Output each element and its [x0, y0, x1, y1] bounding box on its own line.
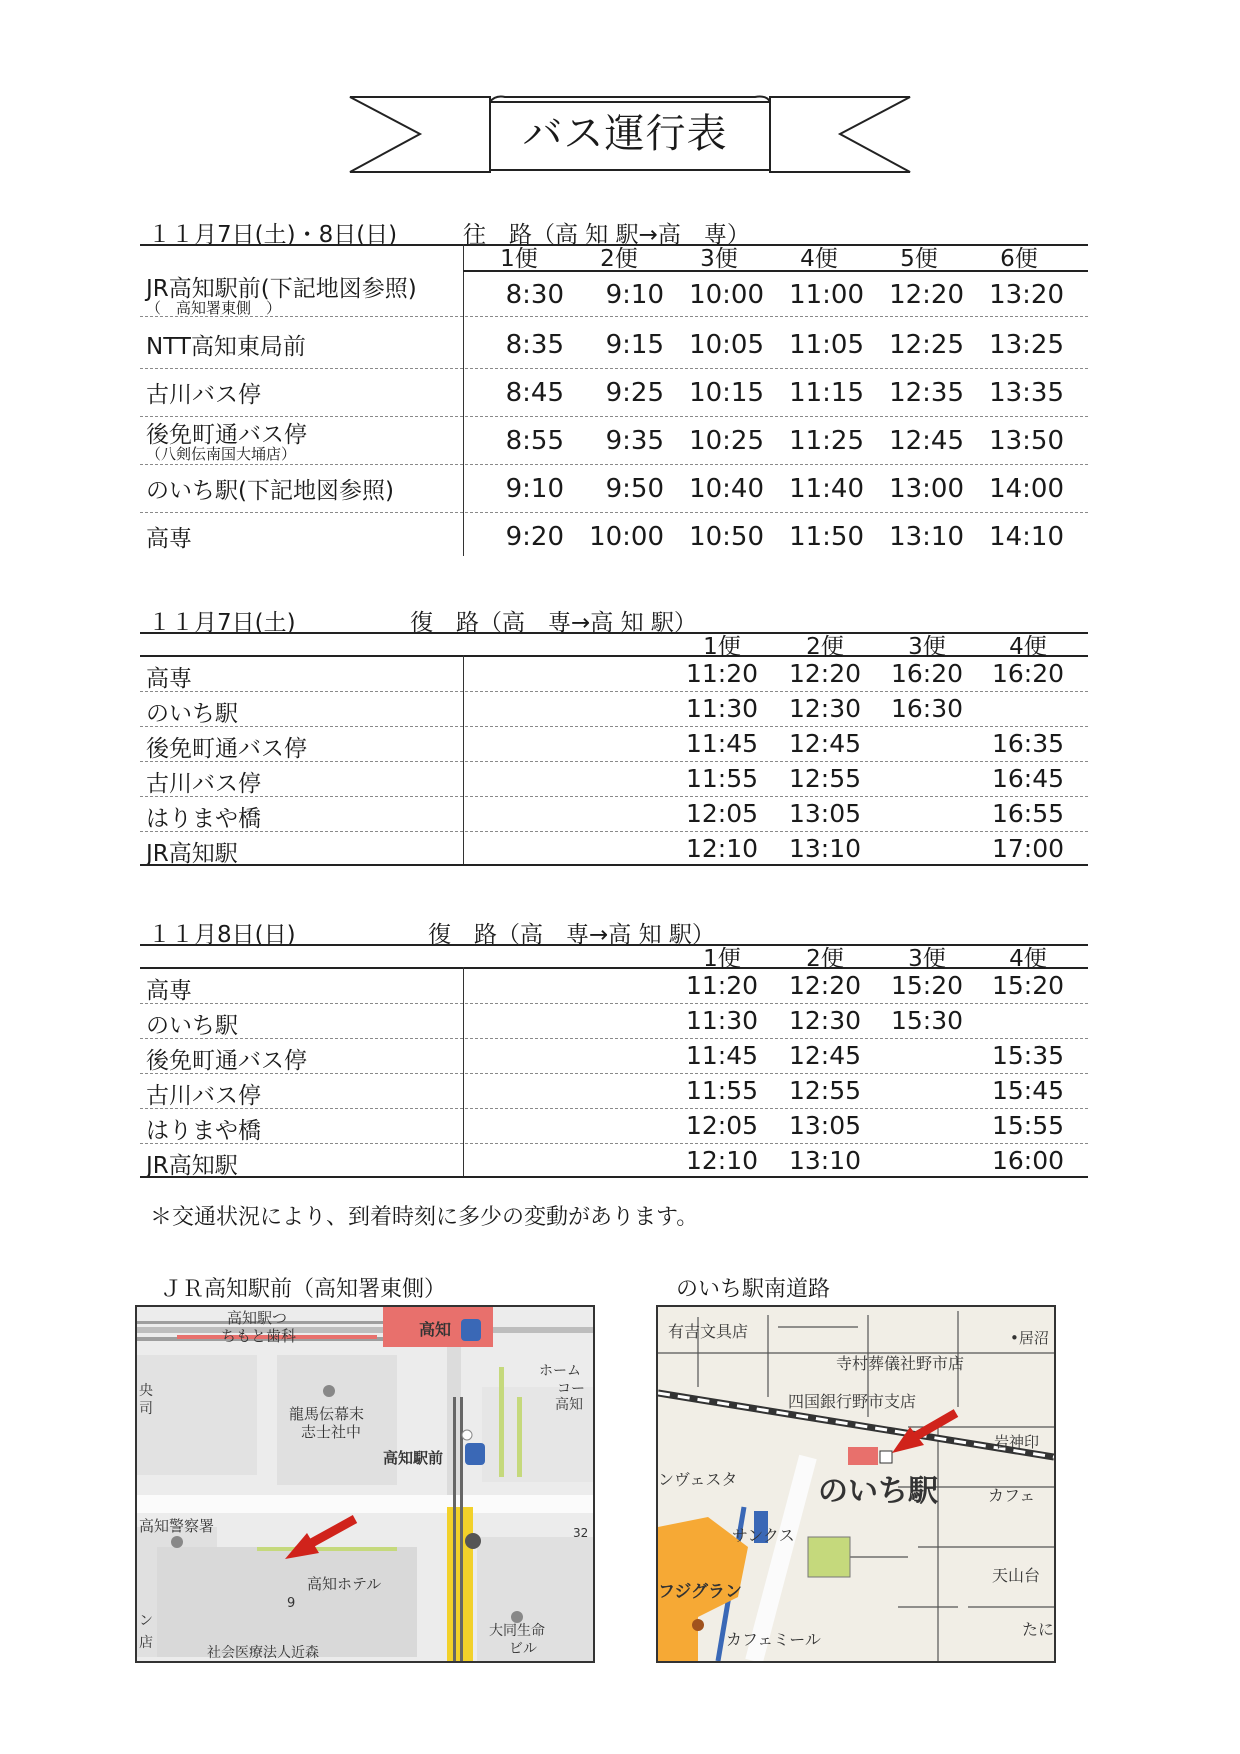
return-sun-timetable [140, 944, 1088, 1179]
table-row [140, 832, 1088, 866]
map-koch-station [135, 1305, 595, 1663]
departure-time: 16:00 [991, 1146, 1065, 1175]
stop-name: のいち駅 [146, 1013, 238, 1039]
outbound-route: 往 路（高 知 駅→高 専） [463, 222, 750, 248]
departure-time: 10:40 [689, 474, 764, 504]
map-label: フジグラン [658, 1582, 742, 1602]
stop-name: JR高知駅前(下記地図参照) [146, 276, 417, 302]
departure-time: 12:45 [889, 426, 964, 456]
trip-header: 2便 [806, 946, 844, 972]
departure-time: 16:30 [890, 694, 964, 723]
departure-time: 11:55 [685, 1076, 759, 1105]
departure-time: 12:05 [685, 1111, 759, 1140]
departure-time: 11:20 [685, 971, 759, 1000]
departure-time: 11:00 [789, 280, 864, 310]
map-label: 高知ホテル [307, 1575, 382, 1593]
return-sat-timetable [140, 632, 1088, 867]
table-row [140, 1074, 1088, 1109]
departure-time: 9:35 [605, 426, 664, 456]
trip-header: 4便 [800, 246, 838, 272]
stop-subname: （八剣伝南国大埇店） [146, 445, 297, 463]
departure-time: 8:30 [505, 280, 564, 310]
map-label: 高知警察署 [139, 1517, 215, 1535]
departure-time: 11:25 [789, 426, 864, 456]
departure-time: 12:45 [788, 1041, 862, 1070]
map-label: ビル [509, 1641, 537, 1657]
departure-time: 10:15 [689, 378, 764, 408]
departure-time: 8:35 [505, 330, 564, 360]
departure-time: 10:25 [689, 426, 764, 456]
departure-time: 15:20 [890, 971, 964, 1000]
departure-time: 8:45 [505, 378, 564, 408]
stop-name: 後免町通バス停 [146, 1048, 307, 1074]
map-label: ン [139, 1613, 153, 1629]
departure-time: 10:50 [689, 522, 764, 552]
map-noichi-station [656, 1305, 1056, 1663]
departure-time: 11:30 [685, 694, 759, 723]
departure-time: 11:30 [685, 1006, 759, 1035]
departure-time: 12:55 [788, 1076, 862, 1105]
departure-time: 13:10 [788, 1146, 862, 1175]
stop-name: 後免町通バス停 [146, 422, 307, 448]
map-label: ちもと歯科 [221, 1327, 297, 1345]
departure-time: 17:00 [991, 834, 1065, 863]
map-right-caption: のいち駅南道路 [676, 1277, 831, 1302]
departure-time: 11:20 [685, 659, 759, 688]
trip-header: 4便 [1009, 946, 1047, 972]
map-label: 有吉文具店 [668, 1322, 749, 1341]
departure-time: 14:10 [989, 522, 1064, 552]
stop-name: 古川バス停 [146, 382, 261, 408]
table-row [140, 727, 1088, 762]
departure-time: 13:05 [788, 799, 862, 828]
map-label: 寺村葬儀社野市店 [836, 1354, 965, 1373]
departure-time: 9:15 [605, 330, 664, 360]
departure-time: 10:05 [689, 330, 764, 360]
table-row [140, 762, 1088, 797]
departure-time: 12:30 [788, 1006, 862, 1035]
departure-time: 15:20 [991, 971, 1065, 1000]
map-label: 龍馬伝幕末 [289, 1405, 365, 1423]
departure-time: 8:55 [505, 426, 564, 456]
departure-time: 13:10 [788, 834, 862, 863]
departure-time: 16:20 [890, 659, 964, 688]
departure-time: 12:20 [788, 659, 862, 688]
departure-time: 15:35 [991, 1041, 1065, 1070]
map-label: ンヴェスタ [658, 1470, 738, 1489]
departure-time: 9:10 [605, 280, 664, 310]
departure-time: 12:20 [788, 971, 862, 1000]
departure-time: 10:00 [589, 522, 664, 552]
map-label: 9 [287, 1596, 296, 1611]
departure-time: 11:40 [789, 474, 864, 504]
table-row [140, 270, 1088, 317]
stop-name: NTT高知東局前 [146, 334, 306, 360]
map-label: •居沼 [1010, 1329, 1049, 1347]
trip-header: 1便 [500, 246, 538, 272]
outbound-timetable [140, 244, 1088, 556]
table-row [140, 368, 1088, 417]
table-row [140, 797, 1088, 832]
table-row [140, 512, 1088, 560]
map-label: サンクス [732, 1526, 795, 1545]
map-label: 社会医療法人近森 [207, 1645, 319, 1661]
map-label: 央 [139, 1383, 153, 1399]
stop-name: はりまや橋 [146, 1118, 261, 1144]
stop-name: のいち駅 [146, 701, 238, 727]
stop-name: 高専 [146, 978, 192, 1004]
trip-header: 3便 [908, 634, 946, 660]
map-label: コー [557, 1381, 585, 1397]
departure-time: 12:20 [889, 280, 964, 310]
table-row [140, 416, 1088, 465]
departure-time: 15:30 [890, 1006, 964, 1035]
table-row [140, 320, 1088, 369]
table-row [140, 1109, 1088, 1144]
table-row [140, 969, 1088, 1004]
trip-header: 1便 [703, 634, 741, 660]
departure-time: 9:50 [605, 474, 664, 504]
map-label: 店 [139, 1635, 153, 1651]
traffic-note: ＊交通状況により、到着時刻に多少の変動があります。 [150, 1205, 699, 1230]
departure-time: 13:00 [889, 474, 964, 504]
departure-time: 16:35 [991, 729, 1065, 758]
map-label: 四国銀行野市支店 [788, 1392, 917, 1411]
departure-time: 11:15 [789, 378, 864, 408]
table-row [140, 464, 1088, 513]
map-label: カフェ [988, 1486, 1036, 1505]
map-label: カフェミール [726, 1630, 821, 1649]
trip-header: 3便 [700, 246, 738, 272]
departure-time: 11:45 [685, 1041, 759, 1070]
map-label: 高知駅前 [383, 1449, 444, 1467]
departure-time: 12:30 [788, 694, 862, 723]
stop-name: 古川バス停 [146, 771, 261, 797]
trip-header: 5便 [900, 246, 938, 272]
departure-time: 12:10 [685, 834, 759, 863]
departure-time: 13:10 [889, 522, 964, 552]
departure-time: 12:55 [788, 764, 862, 793]
map-label: 志士社中 [301, 1423, 362, 1441]
map-label: たに [1022, 1620, 1054, 1639]
departure-time: 14:00 [989, 474, 1064, 504]
departure-time: 16:20 [991, 659, 1065, 688]
map-label: 司 [139, 1401, 153, 1417]
departure-time: 12:25 [889, 330, 964, 360]
departure-time: 13:35 [989, 378, 1064, 408]
trip-header: 2便 [806, 634, 844, 660]
return-sun-route: 復 路（高 専→高 知 駅） [428, 922, 715, 948]
stop-name: 高専 [146, 666, 192, 692]
map-label: 大同生命 [489, 1623, 545, 1639]
departure-time: 15:55 [991, 1111, 1065, 1140]
departure-time: 9:10 [505, 474, 564, 504]
page-title: バス運行表 [522, 111, 728, 157]
departure-time: 10:00 [689, 280, 764, 310]
map-label: 高知 [555, 1397, 583, 1413]
departure-time: 11:45 [685, 729, 759, 758]
map-label: のいち駅 [818, 1474, 938, 1509]
table-row [140, 692, 1088, 727]
stop-name: のいち駅(下記地図参照) [146, 478, 394, 504]
departure-time: 12:35 [889, 378, 964, 408]
departure-time: 16:45 [991, 764, 1065, 793]
trip-header: 2便 [600, 246, 638, 272]
stop-name: 後免町通バス停 [146, 736, 307, 762]
map-left-caption: ＪＲ高知駅前（高知署東側） [160, 1277, 447, 1302]
table-row [140, 1004, 1088, 1039]
map-label: 高知 [419, 1320, 452, 1339]
stop-name: はりまや橋 [146, 806, 261, 832]
return-sat-date: １１月7日(土) [148, 610, 296, 636]
stop-name: JR高知駅 [146, 1153, 238, 1179]
trip-header: 3便 [908, 946, 946, 972]
departure-time: 13:50 [989, 426, 1064, 456]
trip-header: 4便 [1009, 634, 1047, 660]
departure-time: 11:05 [789, 330, 864, 360]
departure-time: 12:45 [788, 729, 862, 758]
return-sat-route: 復 路（高 専→高 知 駅） [410, 610, 697, 636]
table-row [140, 657, 1088, 692]
outbound-date: １１月7日(土)・8日(日) [148, 222, 398, 248]
stop-name: 古川バス停 [146, 1083, 261, 1109]
departure-time: 13:25 [989, 330, 1064, 360]
map-label: 岩神印 [994, 1433, 1040, 1451]
map-label: ホーム [539, 1363, 581, 1379]
departure-time: 13:05 [788, 1111, 862, 1140]
departure-time: 9:20 [505, 522, 564, 552]
departure-time: 13:20 [989, 280, 1064, 310]
trip-header: 1便 [703, 946, 741, 972]
departure-time: 11:55 [685, 764, 759, 793]
departure-time: 16:55 [991, 799, 1065, 828]
stop-subname: （ 高知署東側 ） [146, 299, 282, 317]
table-row [140, 1144, 1088, 1178]
return-sun-date: １１月8日(日) [148, 922, 296, 948]
stop-name: 高専 [146, 526, 192, 552]
map-label: 32 [573, 1526, 589, 1540]
departure-time: 12:10 [685, 1146, 759, 1175]
departure-time: 11:50 [789, 522, 864, 552]
trip-header: 6便 [1000, 246, 1038, 272]
map-label: 天山台 [992, 1566, 1041, 1585]
departure-time: 15:45 [991, 1076, 1065, 1105]
table-row [140, 1039, 1088, 1074]
departure-time: 12:05 [685, 799, 759, 828]
stop-name: JR高知駅 [146, 841, 238, 867]
map-label: 高知駅つ [227, 1309, 288, 1327]
departure-time: 9:25 [605, 378, 664, 408]
